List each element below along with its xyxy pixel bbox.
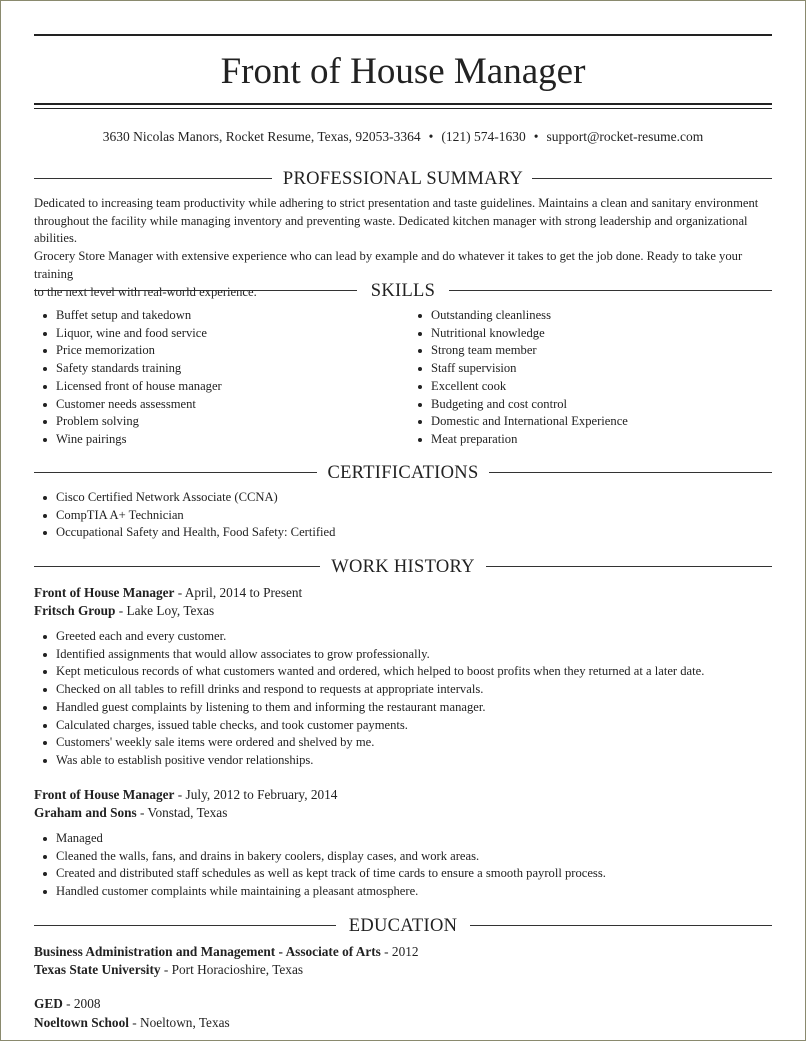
education-school-line [34,961,303,979]
resume-title: Front of House Manager [220,51,586,92]
education-location: - Port Horacioshire, Texas [160,962,304,977]
skill-item: Excellent cook [409,378,628,396]
skill-item: Staff supervision [409,360,628,378]
contact-email: support@rocket-resume.com [546,129,704,144]
skill-item: Price memorization [34,342,222,360]
job-duty-item: Cleaned the walls, fans, and drains in bakery coolers, display cases, and work areas. [34,848,606,866]
job-duties-list [34,628,704,770]
title-rule-thick [34,103,772,105]
job-duties-list [34,830,606,901]
skill-item: Liquor, wine and food service [34,325,222,343]
section-title-certifications: CERTIFICATIONS [327,463,479,483]
job-duty-item: Handled guest complaints by listening to them and informing the restaurant manager. [34,699,704,717]
summary-line: Dedicated to increasing team productivity while adhering to strict presentation and taste guidelines. Maintains a clean and sanitary environment [34,196,759,210]
skill-item: Buffet setup and takedown [34,307,222,325]
job-dates: - July, 2012 to February, 2014 [174,787,338,802]
summary-line: throughout the facility while managing inventory and preventing waste. Dedicated kitchen manager with strong leadership and organizational abilities. [34,213,748,246]
top-rule [34,34,772,36]
job-duty-item: Created and distributed staff schedules as well as kept track of time cards to ensure a smooth payroll process. [34,865,606,883]
skill-item: Meat preparation [409,431,628,449]
job-duty-item: Customers' weekly sale items were ordered and shelved by me. [34,734,704,752]
job-company-line [34,602,214,620]
summary-line: Grocery Store Manager with extensive experience who can lead by example and do whatever it takes to get the job done. Ready to take your training [34,249,743,281]
section-title-skills: SKILLS [370,281,436,301]
certification-item: Cisco Certified Network Associate (CCNA) [34,489,335,507]
education-location: - Noeltown, Texas [128,1015,230,1030]
summary-line: to the next level with real-world experience. [34,284,257,299]
education-school-line [34,1014,230,1032]
certifications-list [34,489,335,542]
skill-item: Nutritional knowledge [409,325,628,343]
skill-item: Outstanding cleanliness [409,307,628,325]
skills-list-right [409,307,628,449]
job-duty-item: Was able to establish positive vendor relationships. [34,752,704,770]
section-header-certifications [34,462,772,484]
job-duty-item: Managed [34,830,606,848]
contact-separator: • [428,129,434,144]
education-school: Texas State University [34,962,161,977]
contact-separator: • [533,129,539,144]
section-title-summary: PROFESSIONAL SUMMARY [282,169,524,189]
education-year: - 2012 [380,944,419,959]
job-dates: - April, 2014 to Present [174,585,303,600]
job-title: Front of House Manager [34,787,175,802]
education-year: - 2008 [62,996,101,1011]
skill-item: Licensed front of house manager [34,378,222,396]
section-header-summary [34,168,772,190]
section-header-work-history [34,556,772,578]
job-duty-item: Handled customer complaints while maintaining a pleasant atmosphere. [34,883,606,901]
section-title-work-history: WORK HISTORY [331,557,475,577]
skill-item: Wine pairings [34,431,222,449]
section-title-education: EDUCATION [348,916,458,936]
certification-item: Occupational Safety and Health, Food Safety: Certified [34,524,335,542]
contact-phone: (121) 574-1630 [441,129,526,144]
job-title-line [34,584,302,602]
skill-item: Strong team member [409,342,628,360]
skill-item: Customer needs assessment [34,396,222,414]
job-location: - Vonstad, Texas [136,805,228,820]
skill-item: Domestic and International Experience [409,413,628,431]
title-rule-thin [34,108,772,109]
job-duty-item: Calculated charges, issued table checks, and took customer payments. [34,717,704,735]
certification-item: CompTIA A+ Technician [34,507,335,525]
job-company: Fritsch Group [34,603,116,618]
skills-list-left [34,307,222,449]
job-company-line [34,804,227,822]
skill-item: Budgeting and cost control [409,396,628,414]
education-degree-line [34,943,419,961]
job-duty-item: Kept meticulous records of what customers wanted and ordered, which helped to boost profits when they returned at a later date. [34,663,704,681]
job-company: Graham and Sons [34,805,137,820]
education-degree: GED [34,996,63,1011]
education-degree-line [34,995,101,1013]
job-duty-item: Identified assignments that would allow associates to grow professionally. [34,646,704,664]
job-duty-item: Greeted each and every customer. [34,628,704,646]
section-header-skills [34,280,772,302]
skill-item: Problem solving [34,413,222,431]
job-title-line [34,786,337,804]
education-degree: Business Administration and Management - Associate of Arts [34,944,381,959]
contact-address: 3630 Nicolas Manors, Rocket Resume, Texas, 92053-3364 [102,129,421,144]
job-location: - Lake Loy, Texas [115,603,215,618]
section-header-education [34,915,772,937]
job-duty-item: Checked on all tables to refill drinks and respond to requests at appropriate intervals. [34,681,704,699]
job-title: Front of House Manager [34,585,175,600]
contact-line [34,129,772,145]
skill-item: Safety standards training [34,360,222,378]
education-school: Noeltown School [34,1015,129,1030]
